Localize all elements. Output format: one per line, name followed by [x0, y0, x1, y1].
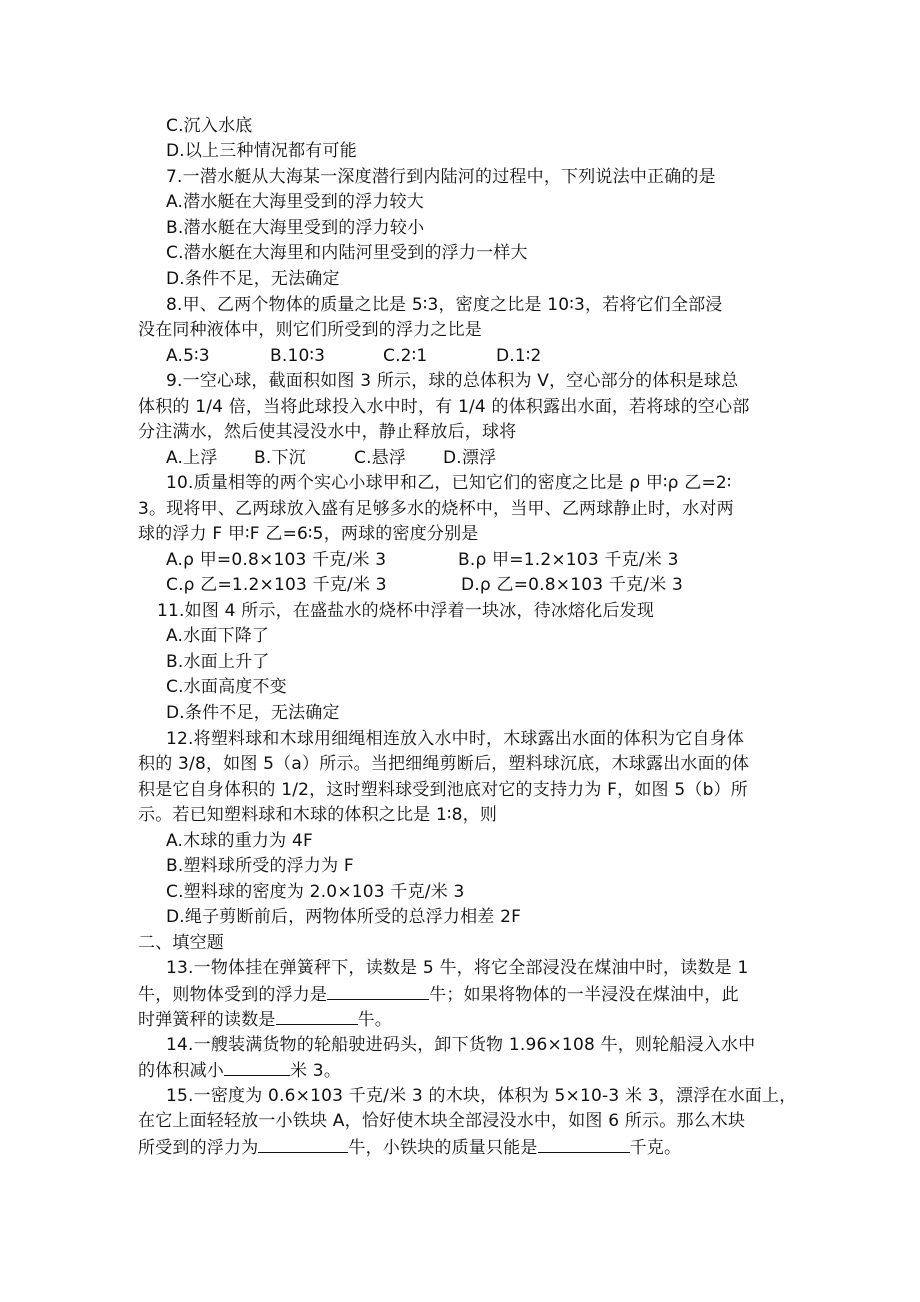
q10-option-b: B.ρ 甲=1.2×103 千克/米 3 — [458, 550, 679, 570]
q12-stem-line2: 积的 3/8，如图 5（a）所示。当把细绳剪断后，塑料球沉底，木球露出水面的体 — [138, 754, 750, 774]
q14-text-b: 米 3。 — [290, 1061, 342, 1081]
q13-stem-line2 — [138, 983, 739, 1006]
q14-text-a: 的体积减小 — [138, 1061, 224, 1081]
q6-option-c: C.沉入水底 — [166, 116, 253, 136]
q12-option-c: C.塑料球的密度为 2.0×103 千克/米 3 — [166, 882, 465, 902]
q15-text-a: 所受到的浮力为 — [138, 1138, 259, 1158]
q10-option-a: A.ρ 甲=0.8×103 千克/米 3 — [166, 550, 387, 570]
q6-option-d: D.以上三种情况都有可能 — [166, 141, 357, 161]
q10-stem-line3: 球的浮力 F 甲∶F 乙=6∶5，两球的密度分别是 — [138, 524, 479, 544]
section-heading-fill-blank: 二、填空题 — [138, 933, 224, 953]
q10-option-d: D.ρ 乙=0.8×103 千克/米 3 — [461, 575, 684, 595]
q9-option-a: A.上浮 — [166, 448, 218, 468]
q8-stem-line1: 8.甲、乙两个物体的质量之比是 5∶3，密度之比是 10∶3，若将它们全部浸 — [166, 295, 723, 315]
q15-stem-line2: 在它上面轻轻放一小铁块 A，恰好使木块全部浸没水中，如图 6 所示。那么木块 — [138, 1111, 746, 1131]
q8-option-a: A.5∶3 — [166, 346, 210, 366]
q15-answer-blank-2[interactable] — [538, 1136, 630, 1153]
q12-stem-line3: 积是它自身体积的 1/2，这时塑料球受到池底对它的支持力为 F，如图 5（b）所 — [138, 780, 748, 800]
q9-stem-line1: 9.一空心球，截面积如图 3 所示，球的总体积为 V，空心部分的体积是球总 — [166, 371, 739, 391]
q14-stem-line1: 14.一艘装满货物的轮船驶进码头，卸下货物 1.96×108 牛，则轮船浸入水中 — [166, 1035, 756, 1055]
q13-text-a: 牛，则物体受到的浮力是 — [138, 985, 328, 1005]
q12-stem-line4: 示。若已知塑料球和木球的体积之比是 1∶8，则 — [138, 805, 498, 825]
q9-stem-line2: 体积的 1/4 倍，当将此球投入水中时，有 1/4 的体积露出水面，若将球的空心部 — [138, 397, 750, 417]
q15-stem-line1: 15.一密度为 0.6×103 千克/米 3 的木块，体积为 5×10-3 米 3，漂浮在水面上， — [166, 1086, 797, 1106]
q7-option-d: D.条件不足，无法确定 — [166, 269, 340, 289]
q13-stem-line3 — [138, 1008, 392, 1031]
q11-option-c: C.水面高度不变 — [166, 677, 287, 697]
q13-stem-line1: 13.一物体挂在弹簧秤下，读数是 5 牛，将它全部浸没在煤油中时，读数是 1 — [166, 958, 749, 978]
q10-stem-line1: 10.质量相等的两个实心小球甲和乙，已知它们的密度之比是 ρ 甲∶ρ 乙=2∶ — [166, 473, 732, 493]
q12-stem-line1: 12.将塑料球和木球用细绳相连放入水中时，木球露出水面的体积为它自身体 — [166, 729, 745, 749]
q12-option-d: D.绳子剪断前后，两物体所受的总浮力相差 2F — [166, 907, 522, 927]
q7-option-a: A.潜水艇在大海里受到的浮力较大 — [166, 192, 424, 212]
q13-answer-blank-1[interactable] — [327, 983, 429, 1000]
q9-option-d: D.漂浮 — [443, 448, 497, 468]
q13-text-b: 牛；如果将物体的一半浸没在煤油中，此 — [429, 985, 739, 1005]
q15-answer-blank-1[interactable] — [258, 1136, 348, 1153]
q13-text-c: 时弹簧秤的读数是 — [138, 1010, 276, 1030]
q8-option-b: B.10∶3 — [270, 346, 326, 366]
q9-option-c: C.悬浮 — [354, 448, 407, 468]
q11-stem: 11.如图 4 所示，在盛盐水的烧杯中浮着一块冰，待冰熔化后发现 — [157, 601, 655, 621]
q12-option-b: B.塑料球所受的浮力为 F — [166, 856, 354, 876]
q12-option-a: A.木球的重力为 4F — [166, 831, 313, 851]
q15-text-c: 千克。 — [629, 1138, 682, 1158]
q8-option-d: D.1∶2 — [496, 346, 542, 366]
q13-answer-blank-2[interactable] — [276, 1008, 358, 1025]
q11-option-a: A.水面下降了 — [166, 626, 270, 646]
q7-option-c: C.潜水艇在大海里和内陆河里受到的浮力一样大 — [166, 243, 528, 263]
q8-option-c: C.2∶1 — [383, 346, 428, 366]
q9-option-b: B.下沉 — [254, 448, 306, 468]
q11-option-b: B.水面上升了 — [166, 652, 270, 672]
q8-stem-line2: 没在同种液体中，则它们所受到的浮力之比是 — [138, 320, 482, 340]
q15-stem-line3 — [138, 1136, 681, 1159]
q15-text-b: 牛，小铁块的质量只能是 — [348, 1138, 538, 1158]
q10-stem-line2: 3。现将甲、乙两球放入盛有足够多水的烧杯中，当甲、乙两球静止时，水对两 — [138, 499, 734, 519]
q14-answer-blank[interactable] — [224, 1059, 290, 1076]
q9-stem-line3: 分注满水，然后使其浸没水中，静止释放后，球将 — [138, 422, 517, 442]
q10-option-c: C.ρ 乙=1.2×103 千克/米 3 — [166, 575, 387, 595]
q11-option-d: D.条件不足，无法确定 — [166, 703, 340, 723]
q13-text-d: 牛。 — [357, 1010, 393, 1030]
q14-stem-line2 — [138, 1059, 341, 1082]
q7-stem: 7.一潜水艇从大海某一深度潜行到内陆河的过程中，下列说法中正确的是 — [166, 167, 716, 187]
q7-option-b: B.潜水艇在大海里受到的浮力较小 — [166, 218, 425, 238]
